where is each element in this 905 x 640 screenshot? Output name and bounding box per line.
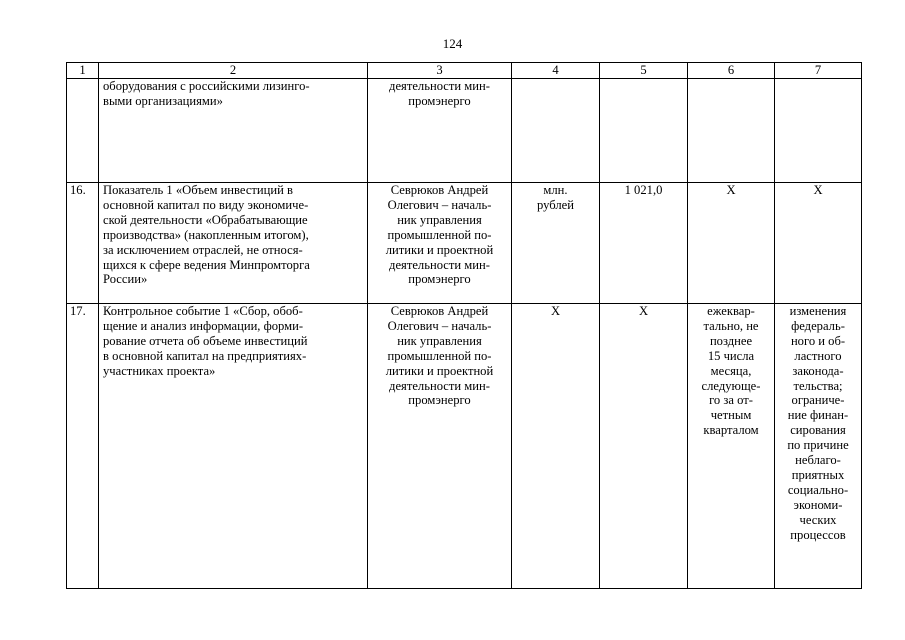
deadline-cell bbox=[688, 183, 775, 304]
row-number-cell: 16. bbox=[67, 183, 99, 304]
responsible-cell bbox=[368, 304, 512, 589]
deadline-cell bbox=[688, 79, 775, 183]
value: Х bbox=[638, 304, 649, 318]
column-header: 3 bbox=[368, 63, 512, 79]
value: 1 021,0 bbox=[624, 183, 663, 197]
table-row bbox=[67, 183, 862, 304]
risks-cell bbox=[775, 79, 862, 183]
unit: Х bbox=[550, 304, 561, 318]
column-header: 4 bbox=[512, 63, 600, 79]
header-row bbox=[67, 63, 862, 79]
responsible: Севрюков Андрей Олегович – началь- ник управления промышленной по- литики и проектной деятельности мин- промэнерго bbox=[385, 304, 494, 408]
column-header: 1 bbox=[67, 63, 99, 79]
value-cell bbox=[600, 79, 688, 183]
unit: млн. рублей bbox=[537, 183, 574, 212]
column-header: 5 bbox=[600, 63, 688, 79]
responsible: Севрюков Андрей Олегович – началь- ник управления промышленной по- литики и проектной деятельности мин- промэнерго bbox=[385, 183, 494, 287]
column-header: 2 bbox=[99, 63, 368, 79]
deadline: Х bbox=[726, 183, 736, 197]
responsible-cell bbox=[368, 183, 512, 304]
risks: изменения федераль- ного и об- ластного законода- тельства; ограниче- ние финан- сирования по причине неблаго- приятных социально- экономи- ческих процессов bbox=[787, 304, 849, 542]
event-name-cell bbox=[99, 304, 368, 589]
page-number: 124 bbox=[442, 36, 463, 51]
responsible-cell bbox=[368, 79, 512, 183]
table-row bbox=[67, 79, 862, 183]
column-header: 7 bbox=[775, 63, 862, 79]
unit-cell bbox=[512, 304, 600, 589]
row-number-cell bbox=[67, 79, 99, 183]
value-cell bbox=[600, 304, 688, 589]
deadline-cell bbox=[688, 304, 775, 589]
row-number-cell: 17. bbox=[67, 304, 99, 589]
event-name-cell bbox=[99, 79, 368, 183]
event-name: оборудования с российскими лизинго- выми организациями» bbox=[103, 79, 310, 108]
unit-cell bbox=[512, 79, 600, 183]
risks-cell bbox=[775, 304, 862, 589]
responsible: деятельности мин- промэнерго bbox=[389, 79, 490, 108]
plan-table bbox=[66, 62, 862, 589]
table-row bbox=[67, 304, 862, 589]
column-header: 6 bbox=[688, 63, 775, 79]
event-name-cell bbox=[99, 183, 368, 304]
risks: Х bbox=[813, 183, 823, 197]
unit-cell bbox=[512, 183, 600, 304]
event-name: Контрольное событие 1 «Сбор, обоб- щение и анализ информации, форми- рование отчета об объеме инвестиций в основной капитал на предприятиях- участниках проекта» bbox=[103, 304, 308, 378]
risks-cell bbox=[775, 183, 862, 304]
value-cell bbox=[600, 183, 688, 304]
deadline: ежеквар- тально, не позднее 15 числа месяца, следующе- го за от- четным кварталом bbox=[701, 304, 761, 438]
event-name: Показатель 1 «Объем инвестиций в основной капитал по виду экономиче- ской деятельности «Обрабатывающие производства» (накопленным итогом), за исключением отраслей, не относя- щихся к сфере ведения Минпромторга России» bbox=[103, 183, 310, 287]
